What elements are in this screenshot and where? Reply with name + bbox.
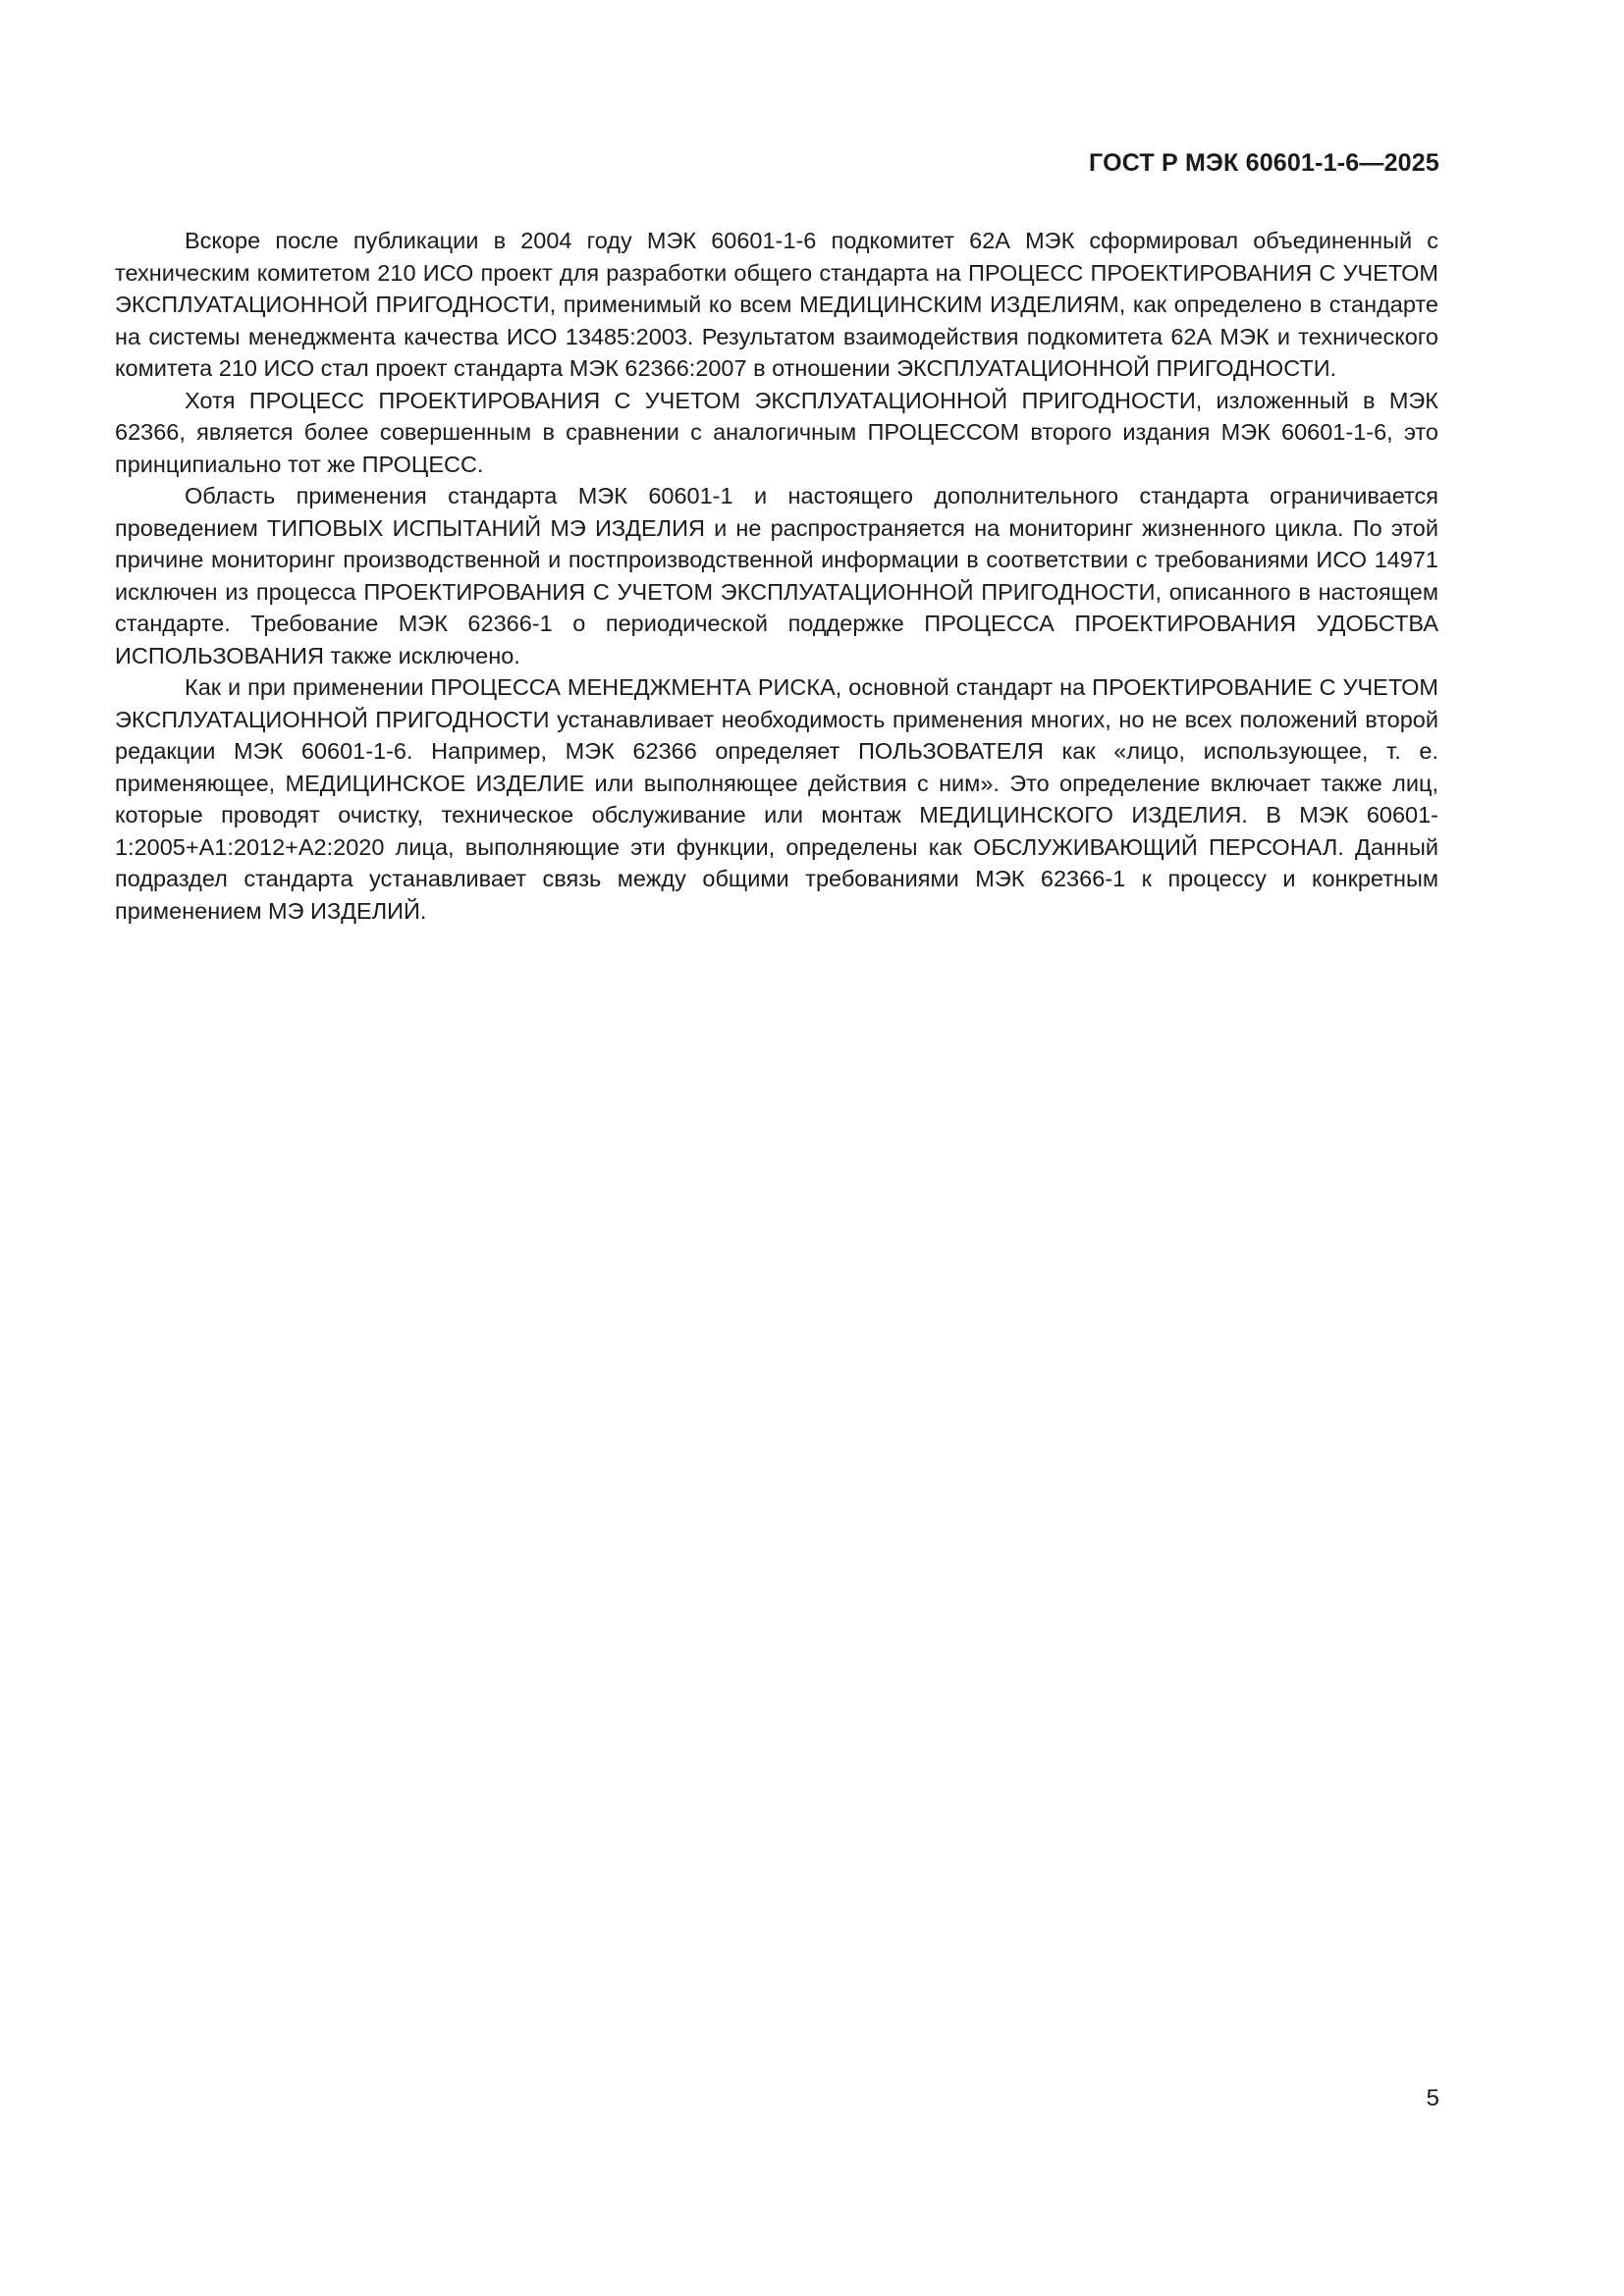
paragraph-3: Область применения стандарта МЭК 60601-1 и настоящего дополнительного стандарта ограничивается проведением ТИПОВЫХ ИСПЫТАНИЙ МЭ ИЗДЕЛИЯ и не распространяется на мониторинг жизненного цикла. По этой причине мониторинг производственной и постпроизводственной информации в соответствии с требованиями ИСО 14971 исключен из процесса ПРОЕКТИРОВАНИЯ С УЧЕТОМ ЭКСПЛУАТАЦИОННОЙ ПРИГОДНОСТИ, описанного в настоящем стандарте. Требование МЭК 62366-1 о периодической поддержке ПРОЦЕССА ПРОЕКТИРОВАНИЯ УДОБСТВА ИСПОЛЬЗОВАНИЯ также исключено.: [115, 483, 1438, 668]
page-number: 5: [1426, 2085, 1439, 2111]
page-header-standard-code: ГОСТ Р МЭК 60601-1-6—2025: [1089, 149, 1439, 177]
paragraph-1: Вскоре после публикации в 2004 году МЭК 60601-1-6 подкомитет 62А МЭК сформировал объединенный с техническим комитетом 210 ИСО проект для разработки общего стандарта на ПРОЦЕСС ПРОЕКТИРОВАНИЯ С УЧЕТОМ ЭКСПЛУАТАЦИОННОЙ ПРИГОДНОСТИ, применимый ко всем МЕДИЦИНСКИМ ИЗДЕЛИЯМ, как определено в стандарте на системы менеджмента качества ИСО 13485:2003. Результатом взаимодействия подкомитета 62А МЭК и технического комитета 210 ИСО стал проект стандарта МЭК 62366:2007 в отношении ЭКСПЛУАТАЦИОННОЙ ПРИГОДНОСТИ.: [115, 228, 1438, 381]
paragraph-2: Хотя ПРОЦЕСС ПРОЕКТИРОВАНИЯ С УЧЕТОМ ЭКСПЛУАТАЦИОННОЙ ПРИГОДНОСТИ, изложенный в МЭК 62366, является более совершенным в сравнении с аналогичным ПРОЦЕССОМ второго издания МЭК 60601-1-6, это принципиально тот же ПРОЦЕСС.: [115, 387, 1438, 477]
paragraph-4: Как и при применении ПРОЦЕССА МЕНЕДЖМЕНТА РИСКА, основной стандарт на ПРОЕКТИРОВАНИЕ С УЧЕТОМ ЭКСПЛУАТАЦИОННОЙ ПРИГОДНОСТИ устанавливает необходимость применения многих, но не всех положений второй редакции МЭК 60601-1-6. Например, МЭК 62366 определяет ПОЛЬЗОВАТЕЛЯ как «лицо, использующее, т. е. применяющее, МЕДИЦИНСКОЕ ИЗДЕЛИЕ или выполняющее действия с ним». Это определение включает также лиц, которые проводят очистку, техническое обслуживание или монтаж МЕДИЦИНСКОГО ИЗДЕЛИЯ. В МЭК 60601-1:2005+A1:2012+A2:2020 лица, выполняющие эти функции, определены как ОБСЛУЖИВАЮЩИЙ ПЕРСОНАЛ. Данный подраздел стандарта устанавливает связь между общими требованиями МЭК 62366-1 к процессу и конкретным применением МЭ ИЗДЕЛИЙ.: [115, 674, 1438, 924]
document-body: [115, 225, 1438, 927]
